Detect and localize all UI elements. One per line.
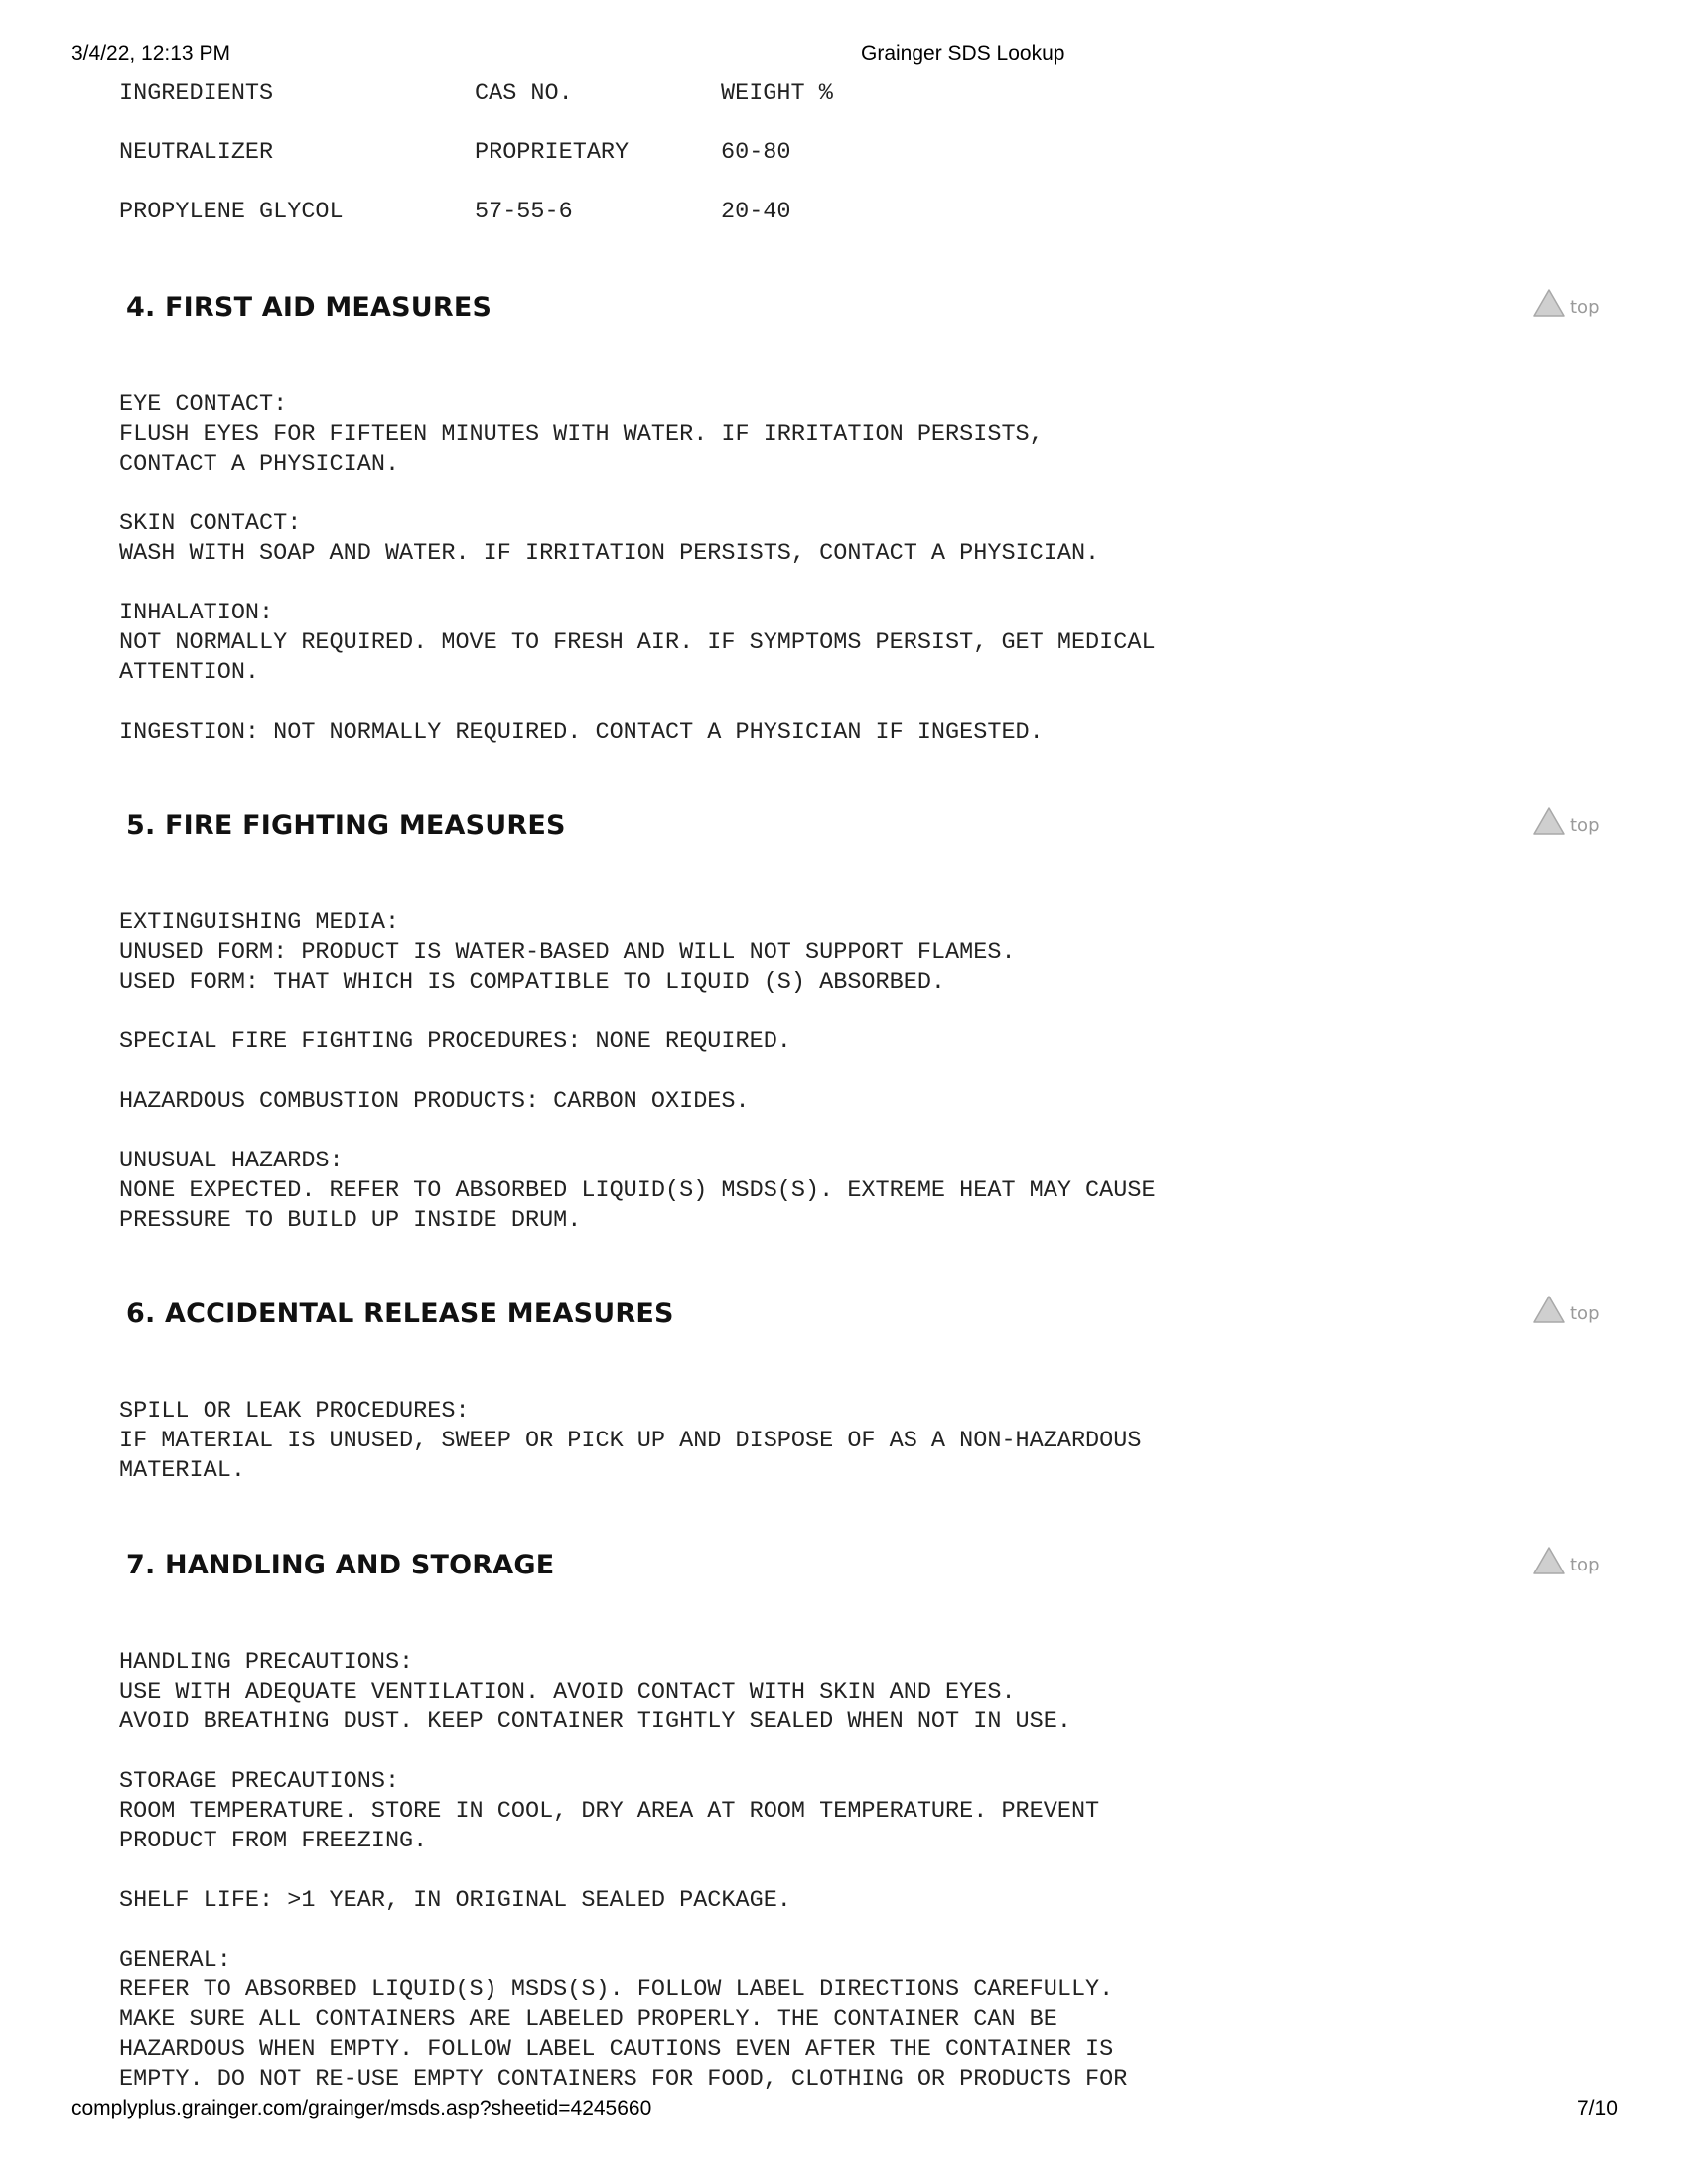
paragraph-line: WASH WITH SOAP AND WATER. IF IRRITATION PERSISTS, CONTACT A PHYSICIAN.	[119, 540, 1100, 567]
paragraph-line-first: EYE CONTACT:	[119, 391, 288, 418]
paragraph	[119, 718, 1044, 748]
paragraph	[119, 1087, 750, 1117]
paragraph	[119, 1946, 1127, 2095]
paragraph	[119, 1767, 1099, 1856]
table-row	[119, 138, 791, 168]
paragraph	[119, 390, 1044, 479]
ingredient-cas: PROPRIETARY	[475, 139, 630, 166]
ingredient-name: PROPYLENE GLYCOL	[119, 199, 344, 225]
paragraph-line-first: HAZARDOUS COMBUSTION PRODUCTS: CARBON OXIDES.	[119, 1088, 750, 1115]
paragraph	[119, 1147, 1156, 1236]
paragraph-line: EMPTY. DO NOT RE-USE EMPTY CONTAINERS FOR FOOD, CLOTHING OR PRODUCTS FOR	[119, 2066, 1128, 2093]
paragraph-line-first: SHELF LIFE: >1 YEAR, IN ORIGINAL SEALED PACKAGE.	[119, 1887, 791, 1914]
table-header-row	[119, 79, 833, 109]
paragraph-line-first: SKIN CONTACT:	[119, 510, 302, 537]
paragraph	[119, 1648, 1071, 1737]
up-triangle-icon	[1532, 806, 1566, 836]
paragraph	[119, 599, 1156, 688]
paragraph-line-first: INGESTION: NOT NORMALLY REQUIRED. CONTACT A PHYSICIAN IF INGESTED.	[119, 719, 1044, 746]
ingredient-weight: 60-80	[721, 139, 791, 166]
paragraph-line: ATTENTION.	[119, 659, 260, 686]
up-triangle-icon	[1532, 288, 1566, 318]
paragraph-line: CONTACT A PHYSICIAN.	[119, 451, 400, 478]
paragraph-line: UNUSED FORM: PRODUCT IS WATER-BASED AND WILL NOT SUPPORT FLAMES.	[119, 939, 1016, 966]
back-to-top-link[interactable]	[1532, 1295, 1600, 1324]
paragraph-line: USE WITH ADEQUATE VENTILATION. AVOID CONTACT WITH SKIN AND EYES.	[119, 1679, 1016, 1706]
section-heading: 5. FIRE FIGHTING MEASURES	[126, 810, 566, 841]
section-heading: 7. HANDLING AND STORAGE	[126, 1550, 555, 1580]
paragraph	[119, 509, 1099, 569]
back-to-top-link[interactable]	[1532, 288, 1600, 318]
paragraph-line: FLUSH EYES FOR FIFTEEN MINUTES WITH WATER. IF IRRITATION PERSISTS,	[119, 421, 1044, 448]
paragraph-line-first: GENERAL:	[119, 1947, 231, 1974]
section-heading: 4. FIRST AID MEASURES	[126, 292, 492, 323]
column-header-cas: CAS NO.	[475, 80, 573, 107]
ingredient-name: NEUTRALIZER	[119, 139, 274, 166]
paragraph-line-first: STORAGE PRECAUTIONS:	[119, 1768, 400, 1795]
page-title: Grainger SDS Lookup	[861, 42, 1065, 65]
paragraph-line: USED FORM: THAT WHICH IS COMPATIBLE TO LIQUID (S) ABSORBED.	[119, 969, 946, 996]
paragraph-line-first: SPECIAL FIRE FIGHTING PROCEDURES: NONE REQUIRED.	[119, 1028, 791, 1055]
table-row	[119, 198, 791, 227]
section-heading: 6. ACCIDENTAL RELEASE MEASURES	[126, 1298, 674, 1329]
up-triangle-icon	[1532, 1295, 1566, 1324]
paragraph-line-first: EXTINGUISHING MEDIA:	[119, 909, 400, 936]
paragraph-line: AVOID BREATHING DUST. KEEP CONTAINER TIGHTLY SEALED WHEN NOT IN USE.	[119, 1708, 1071, 1735]
back-to-top-label: top	[1570, 814, 1600, 836]
paragraph-line: MAKE SURE ALL CONTAINERS ARE LABELED PROPERLY. THE CONTAINER CAN BE	[119, 2006, 1057, 2033]
paragraph-line: MATERIAL.	[119, 1457, 245, 1484]
paragraph-line-first: HANDLING PRECAUTIONS:	[119, 1649, 414, 1676]
paragraph-line: PRODUCT FROM FREEZING.	[119, 1828, 428, 1854]
back-to-top-label: top	[1570, 296, 1600, 318]
back-to-top-label: top	[1570, 1302, 1600, 1324]
column-header-weight: WEIGHT %	[721, 80, 833, 107]
ingredient-weight: 20-40	[721, 199, 791, 225]
back-to-top-link[interactable]	[1532, 1546, 1600, 1575]
paragraph-line: NOT NORMALLY REQUIRED. MOVE TO FRESH AIR. IF SYMPTOMS PERSIST, GET MEDICAL	[119, 629, 1156, 656]
paragraph	[119, 1886, 791, 1916]
paragraph-line-first: UNUSUAL HAZARDS:	[119, 1148, 344, 1174]
paragraph-line: NONE EXPECTED. REFER TO ABSORBED LIQUID(S) MSDS(S). EXTREME HEAT MAY CAUSE	[119, 1177, 1156, 1204]
back-to-top-link[interactable]	[1532, 806, 1600, 836]
paragraph-line: ROOM TEMPERATURE. STORE IN COOL, DRY AREA AT ROOM TEMPERATURE. PREVENT	[119, 1798, 1100, 1825]
paragraph-line-first: SPILL OR LEAK PROCEDURES:	[119, 1398, 470, 1425]
paragraph-line: IF MATERIAL IS UNUSED, SWEEP OR PICK UP AND DISPOSE OF AS A NON-HAZARDOUS	[119, 1428, 1142, 1454]
paragraph-line-first: INHALATION:	[119, 600, 274, 626]
column-header-ingredients: INGREDIENTS	[119, 80, 274, 107]
page-url: complyplus.grainger.com/grainger/msds.asp?sheetid=4245660	[71, 2097, 652, 2119]
back-to-top-label: top	[1570, 1554, 1600, 1575]
paragraph	[119, 1397, 1141, 1486]
paragraph-line: HAZARDOUS WHEN EMPTY. FOLLOW LABEL CAUTIONS EVEN AFTER THE CONTAINER IS	[119, 2036, 1114, 2063]
print-datetime: 3/4/22, 12:13 PM	[71, 42, 230, 65]
paragraph-line: REFER TO ABSORBED LIQUID(S) MSDS(S). FOLLOW LABEL DIRECTIONS CAREFULLY.	[119, 1977, 1114, 2003]
up-triangle-icon	[1532, 1546, 1566, 1575]
paragraph	[119, 1027, 791, 1057]
paragraph	[119, 908, 1016, 998]
page-number: 7/10	[1577, 2097, 1618, 2119]
ingredient-cas: 57-55-6	[475, 199, 573, 225]
paragraph-line: PRESSURE TO BUILD UP INSIDE DRUM.	[119, 1207, 582, 1234]
